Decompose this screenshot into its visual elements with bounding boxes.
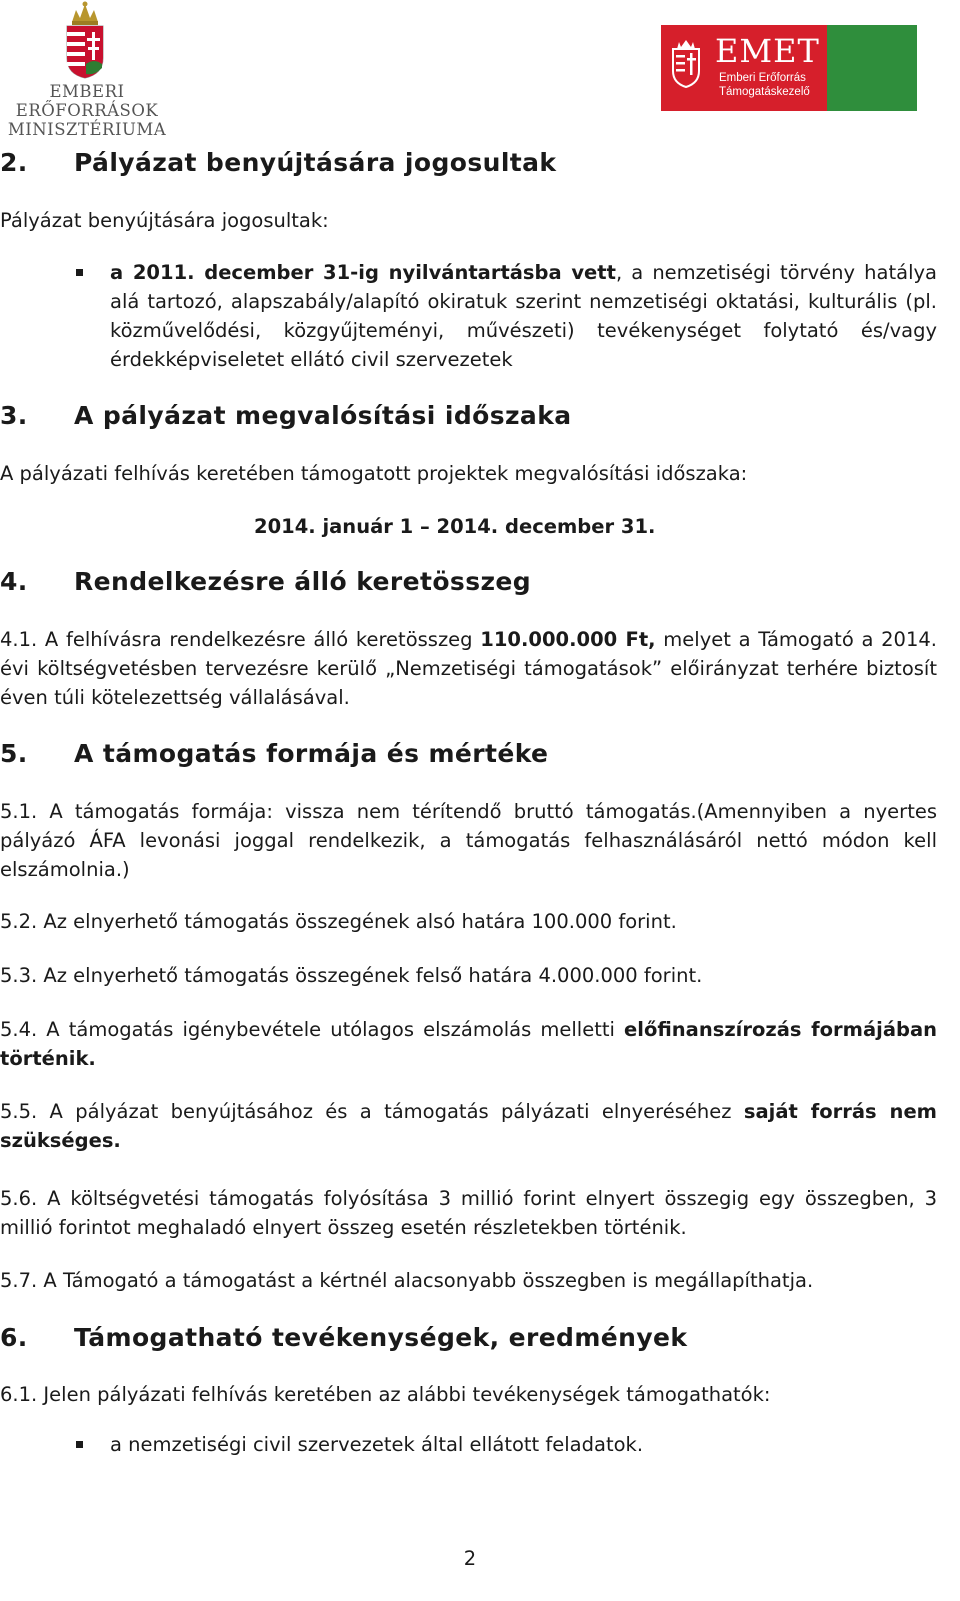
emet-title: EMET	[715, 32, 820, 70]
emet-shield-icon	[671, 39, 701, 89]
paragraph-6-1: 6.1. Jelen pályázati felhívás keretében az alábbi tevékenységek támogathatók:	[0, 1383, 771, 1406]
section-heading-4	[0, 567, 940, 597]
section-number: 3.	[0, 401, 28, 430]
bold-span: saját forrás nem szükséges.	[0, 1100, 937, 1152]
text-span: 5.4. A támogatás igénybevétele utólagos elszámolás melletti	[0, 1018, 625, 1041]
bullet-s6-activities: a nemzetiségi civil szervezetek által ellátott feladatok.	[110, 1433, 644, 1456]
paragraph-5-5	[0, 1097, 937, 1155]
section-number: 4.	[0, 567, 28, 596]
hungarian-coat-of-arms-icon	[0, 0, 180, 80]
paragraph-4-1	[0, 625, 937, 712]
ministry-logo	[0, 0, 180, 139]
bold-span: előfinanszírozás formájában történik.	[0, 1018, 937, 1070]
paragraph-5-7: 5.7. A Támogató a támogatást a kértnél alacsonyabb összegben is megállapíthatja.	[0, 1269, 814, 1292]
section-heading-3	[0, 401, 940, 431]
section-heading-5	[0, 739, 940, 769]
paragraph-5-2: 5.2. Az elnyerhető támogatás összegének alsó határa 100.000 forint.	[0, 910, 677, 933]
text-span: melyet a Támogató a 2014. évi költségvetésben tervezésre kerülő „Nemzetiségi támogatások” előirányzat terhére biztosít éven túli kötelezettség vállalásával.	[0, 628, 937, 709]
paragraph-s3-intro: A pályázati felhívás keretében támogatott projektek megvalósítási időszaka:	[0, 462, 748, 485]
bullet-s2-eligible	[110, 258, 937, 374]
amount-bold: 110.000.000 Ft,	[480, 628, 656, 651]
emet-green-panel	[827, 25, 917, 111]
paragraph-s2-intro: Pályázat benyújtására jogosultak:	[0, 209, 329, 232]
bullet-text: , a nemzetiségi törvény hatálya alá tartozó, alapszabály/alapító okiratuk szerint nemzetiségi oktatási, kulturális (pl. közművelődési, közgyűjteményi, művészeti) tevékenységet folytató és/vagy érdekképviseletet ellátó civil szervezetek	[110, 261, 937, 371]
bullet-bold-text: a 2011. december 31-ig nyilvántartásba vett	[110, 261, 616, 284]
paragraph-5-3: 5.3. Az elnyerhető támogatás összegének felső határa 4.000.000 forint.	[0, 964, 703, 987]
section-title: Támogatható tevékenységek, eredmények	[74, 1323, 688, 1352]
emet-subtitle-line2: Támogatáskezelő	[719, 86, 810, 98]
section-heading-6	[0, 1323, 940, 1353]
bullet-icon	[76, 269, 83, 276]
text-span: 4.1. A felhívásra rendelkezésre álló keretösszeg	[0, 628, 481, 651]
section-number: 5.	[0, 739, 28, 768]
bullet-icon	[76, 1441, 83, 1448]
page-number: 2	[463, 1547, 477, 1570]
section-number: 6.	[0, 1323, 28, 1352]
ministry-name-line2: MINISZTÉRIUMA	[7, 120, 167, 139]
section-heading-2	[0, 148, 940, 178]
paragraph-5-1: 5.1. A támogatás formája: vissza nem térítendő bruttó támogatás.(Amennyiben a nyertes pályázó ÁFA levonási joggal rendelkezik, a támogatás felhasználásáról nettó módon kell elszámolnia.)	[0, 800, 937, 881]
paragraph-5-4	[0, 1015, 937, 1073]
ministry-name-line1: EMBERI ERŐFORRÁSOK	[15, 82, 159, 120]
section-title: A pályázat megvalósítási időszaka	[74, 401, 572, 430]
period-dates: 2014. január 1 – 2014. december 31.	[254, 515, 656, 538]
section-title: A támogatás formája és mértéke	[74, 739, 549, 768]
section-title: Rendelkezésre álló keretösszeg	[74, 567, 532, 596]
section-number: 2.	[0, 148, 28, 177]
emet-subtitle-line1: Emberi Erőforrás	[719, 72, 806, 84]
emet-logo	[661, 25, 827, 111]
paragraph-5-6: 5.6. A költségvetési támogatás folyósítása 3 millió forint elnyert összegig egy összegben, 3 millió forintot meghaladó elnyert összeg esetén részletekben történik.	[0, 1187, 937, 1239]
text-span: 5.5. A pályázat benyújtásához és a támogatás pályázati elnyeréséhez	[0, 1100, 744, 1123]
section-title: Pályázat benyújtására jogosultak	[74, 148, 557, 177]
